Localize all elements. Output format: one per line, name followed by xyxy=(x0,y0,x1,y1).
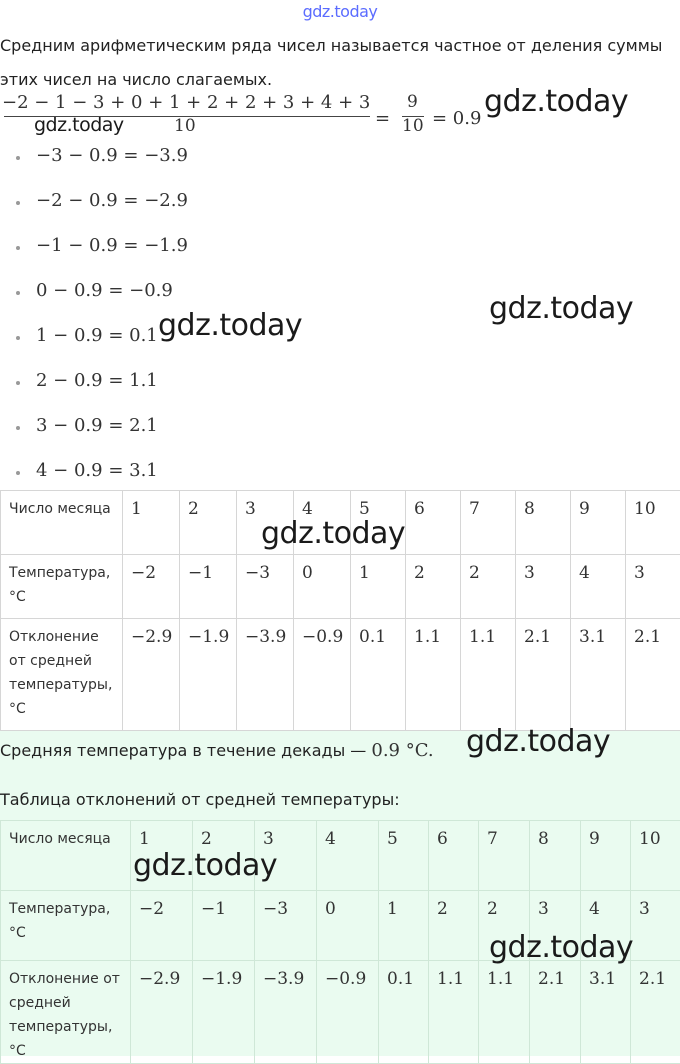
row-label: Отклонение от средней температуры, °C xyxy=(1,619,123,731)
table-row: Число месяца 1 2 3 4 5 6 7 8 9 10 xyxy=(1,821,680,891)
average-temperature-text: Средняя температура в течение декады — 0.9 °C. xyxy=(0,740,676,762)
intro-line-1: Средним арифметическим ряда чисел называется частное от деления суммы xyxy=(0,35,676,57)
table-2-title: Таблица отклонений от средней температуры: xyxy=(0,789,676,811)
formula-equals: = xyxy=(375,108,390,129)
row-label: Отклонение от средней температуры, °C xyxy=(1,961,131,1064)
table-row: Отклонение от средней температуры, °C −2.9 −1.9 −3.9 −0.9 0.1 1.1 1.1 2.1 3.1 2.1 xyxy=(1,619,680,731)
watermark: gdz.today xyxy=(34,114,124,136)
table-row: Отклонение от средней температуры, °C −2.9 −1.9 −3.9 −0.9 0.1 1.1 1.1 2.1 3.1 2.1 xyxy=(1,961,680,1064)
bullet-icon xyxy=(16,291,20,295)
watermark: gdz.today xyxy=(158,308,302,343)
bullet-icon xyxy=(16,156,20,160)
intro-line-2: этих чисел на число слагаемых. xyxy=(0,69,676,91)
bullet-icon xyxy=(16,201,20,205)
mean-formula xyxy=(2,92,382,142)
bullet-icon xyxy=(16,426,20,430)
formula-numerator: −2 − 1 − 3 + 0 + 1 + 2 + 2 + 3 + 4 + 3 xyxy=(2,92,370,113)
fraction-2-numerator: 9 xyxy=(407,92,418,112)
formula-fraction-2 xyxy=(402,92,426,140)
formula-result: = 0.9 xyxy=(432,108,481,129)
row-label: Число месяца xyxy=(1,821,131,891)
watermark: gdz.today xyxy=(261,516,405,551)
fraction-2-denominator: 10 xyxy=(402,116,424,136)
watermark: gdz.today xyxy=(489,291,633,326)
watermark: gdz.today xyxy=(133,848,277,883)
table-row: Температура, °C −2 −1 −3 0 1 2 2 3 4 3 xyxy=(1,891,680,961)
site-logo[interactable]: gdz.today xyxy=(0,2,680,21)
row-label: Температура, °C xyxy=(1,891,131,961)
bullet-icon xyxy=(16,336,20,340)
table-row: Число месяца 1 2 3 4 5 6 7 8 9 10 xyxy=(1,491,680,555)
bullet-icon xyxy=(16,381,20,385)
watermark: gdz.today xyxy=(466,724,610,759)
average-value: 0.9 °C. xyxy=(371,740,433,761)
deviation-table-1 xyxy=(0,490,680,731)
table-row: Температура, °C −2 −1 −3 0 1 2 2 3 4 3 xyxy=(1,555,680,619)
row-label: Температура, °C xyxy=(1,555,123,619)
deviation-table-2 xyxy=(0,820,680,1064)
bullet-icon xyxy=(16,471,20,475)
watermark: gdz.today xyxy=(484,84,628,119)
row-label: Число месяца xyxy=(1,491,123,555)
formula-denominator: 10 xyxy=(174,116,196,136)
watermark: gdz.today xyxy=(489,930,633,965)
bullet-icon xyxy=(16,246,20,250)
